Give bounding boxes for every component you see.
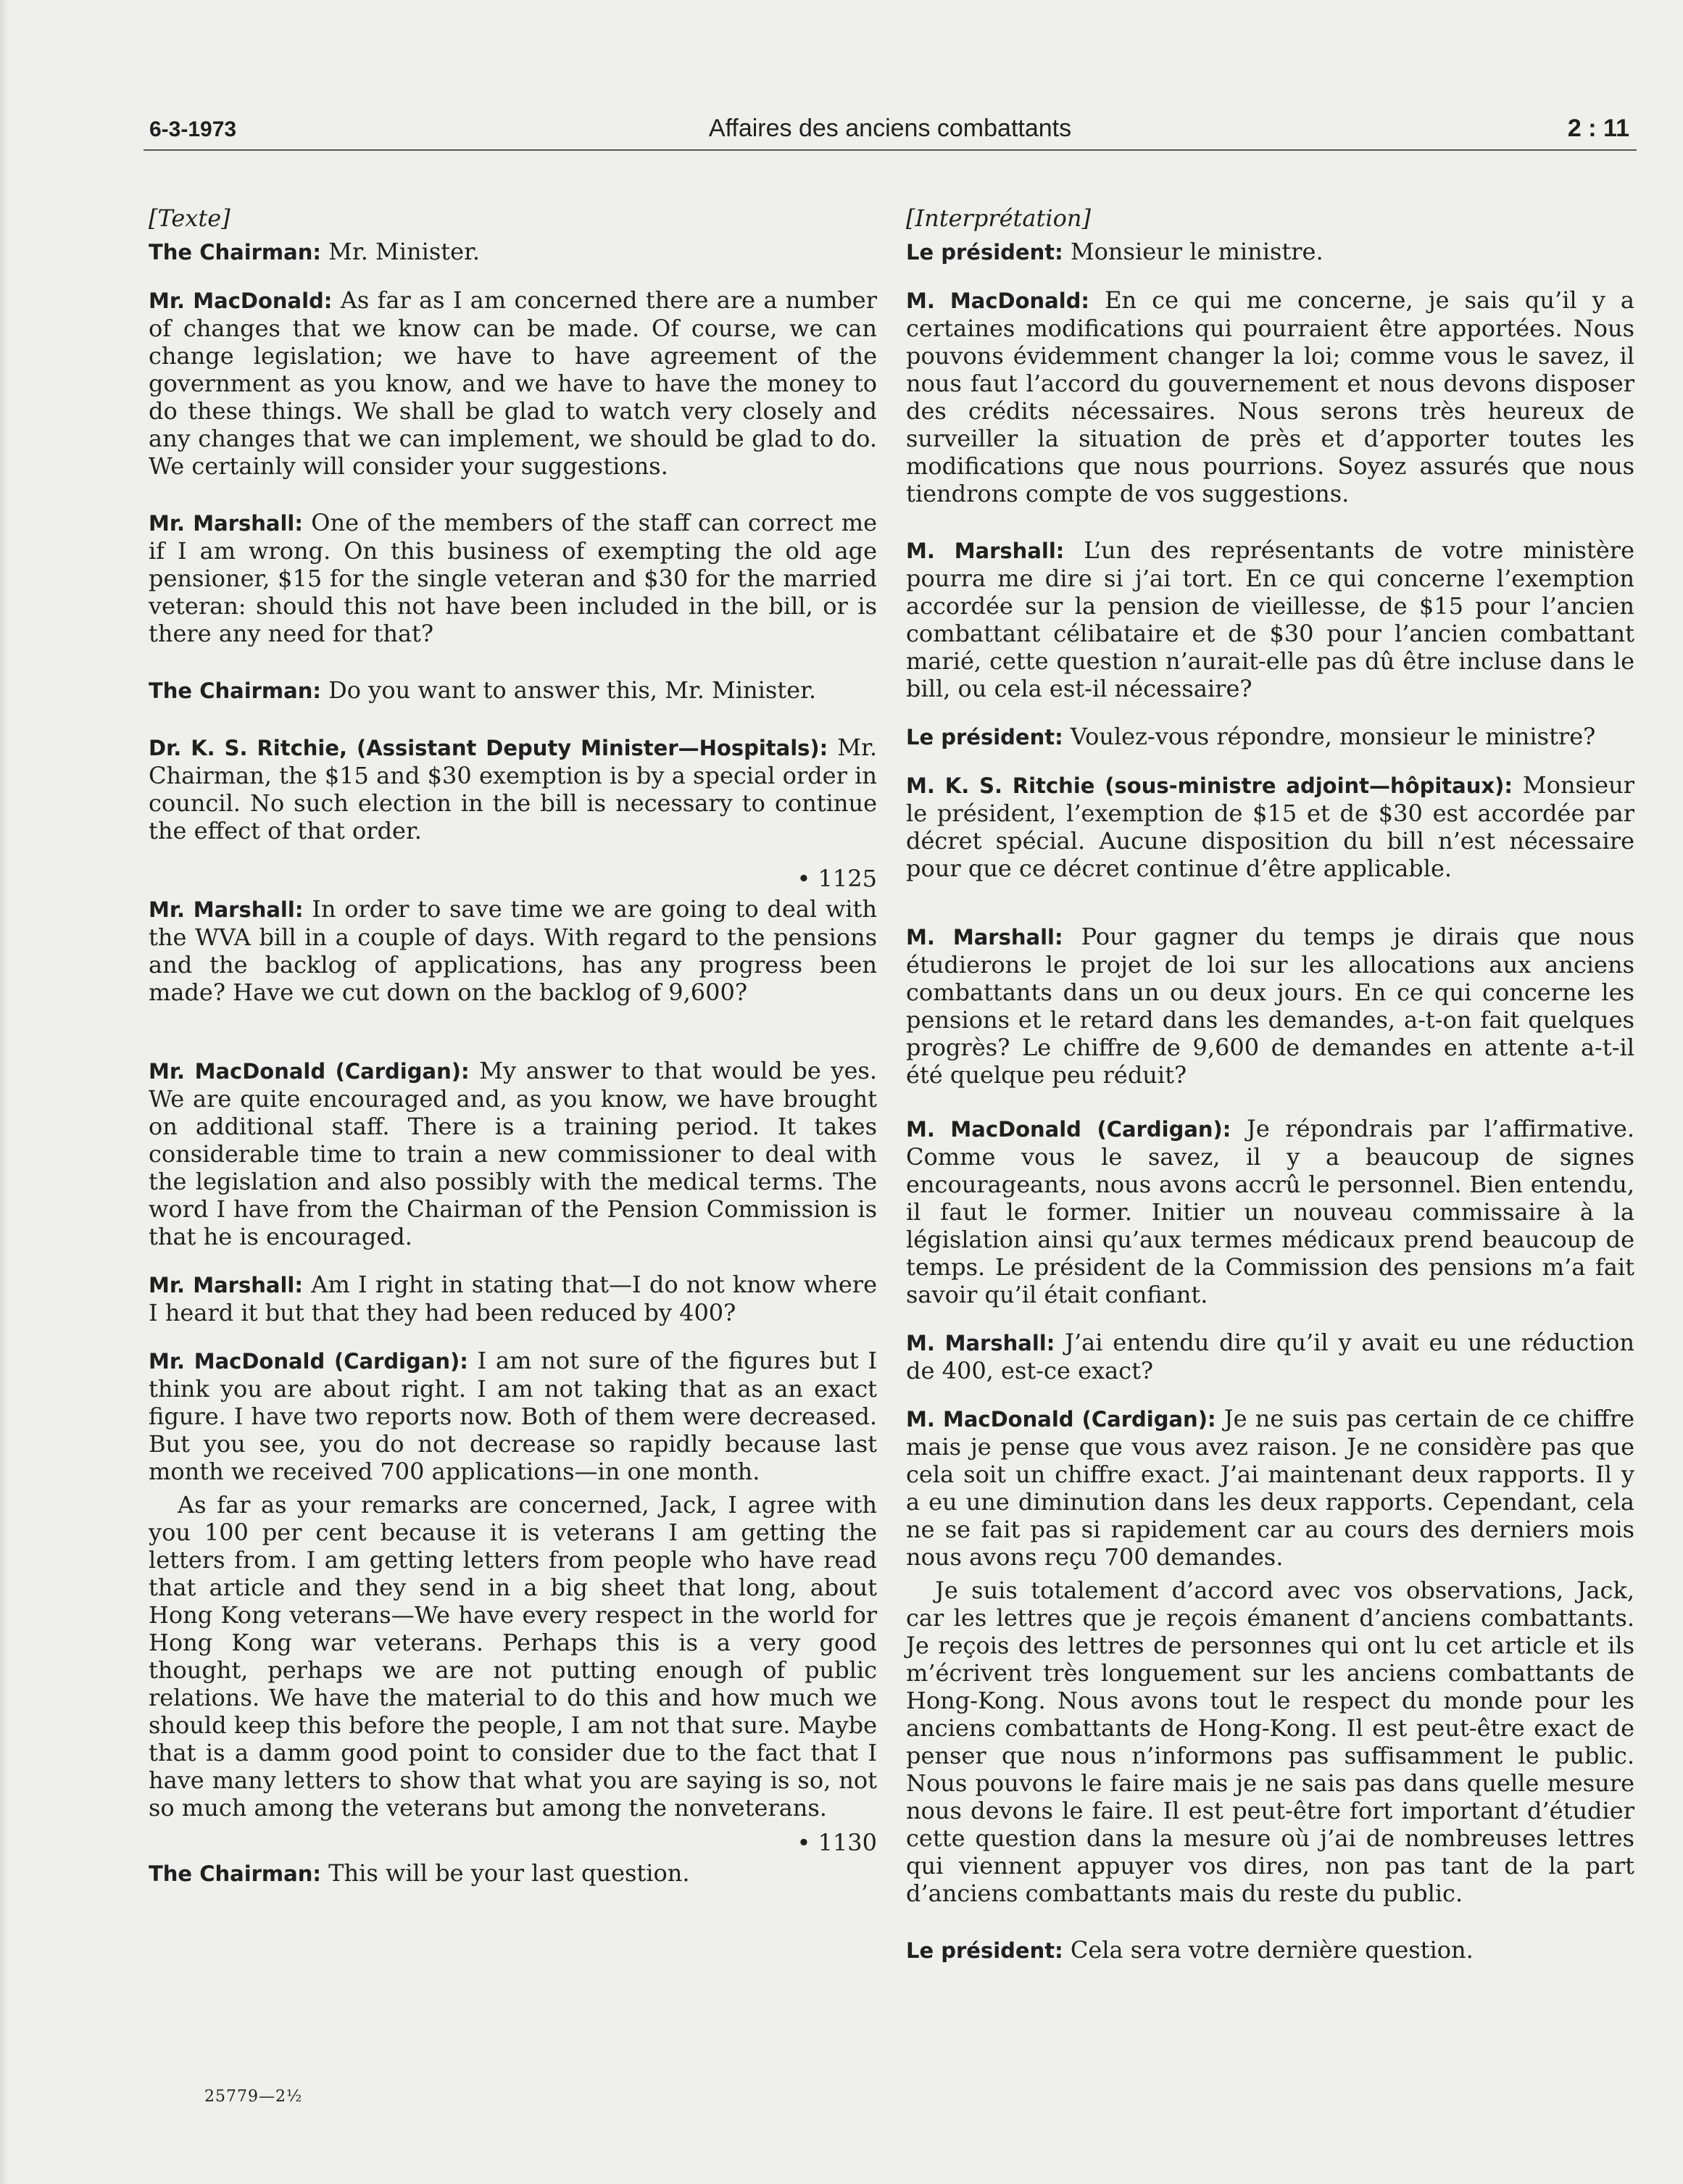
paragraph (906, 1936, 1634, 1964)
paragraph (906, 1329, 1634, 1384)
speech-text: L’un des représentants de votre ministère pourra me dire si j’ai tort. En ce qui concerne l’exemption accordée sur la pension de vieillesse, de $15 pour l’ancien combattant célibataire et de $30 pour l’ancien combattant marié, cette question n’aurait-elle pas dû être incluse dans le bill, ou cela est-il nécessaire? (906, 536, 1635, 702)
speaker-name: Mr. Marshall: (149, 511, 303, 536)
speaker-name: Le président: (906, 725, 1063, 750)
speaker-name: The Chairman: (149, 1861, 321, 1886)
speech-text: En ce qui me concerne, je sais qu’il y a certaines modifications qui pourraient être apportées. Nous pouvons évidemment changer la loi; comme vous le savez, il nous faut l’accord du gouvernement et nous devons disposer des crédits nécessaires. Nous serons très heureux de surveiller la situation de près et d’apporter toutes les modifications que nous pourrions. Soyez assurés que nous tiendrons compte de vos suggestions. (906, 286, 1635, 507)
speech-text: Do you want to answer this, Mr. Minister. (328, 676, 817, 704)
speech-text: Voulez-vous répondre, monsieur le ministre? (1070, 723, 1596, 750)
time-marker: • 1130 (797, 1829, 877, 1856)
speaker-name: Mr. MacDonald (Cardigan): (149, 1059, 470, 1084)
paragraph (149, 676, 877, 705)
paragraph (906, 923, 1634, 1089)
speaker-name: Dr. K. S. Ritchie, (Assistant Deputy Minister—Hospitals): (149, 736, 828, 760)
speech-text: My answer to that would be yes. We are quite encouraged and, as you know, we have brought on additional staff. There is a training period. It takes considerable time to train a new commissioner to deal with the legislation and also possibly with the medical terms. The word I have from the Chairman of the Pension Commission is that he is encouraged. (149, 1057, 878, 1250)
speech-text: In order to save time we are going to deal with the WVA bill in a couple of days. With regard to the pensions and the backlog of applications, has any progress been made? Have we cut down on the backlog of 9,600? (149, 895, 878, 1006)
paragraph (149, 1859, 877, 1888)
speaker-name: M. MacDonald (Cardigan): (906, 1117, 1231, 1142)
speech-text: Je ne suis pas certain de ce chiffre mais je pense que vous avez raison. Je ne considère pas que cela soit un chiffre exact. J’ai maintenant deux rapports. Il y a eu une diminution dans les deux rapports. Cependant, cela ne se fait pas si rapidement car au cours des derniers mois nous avons reçu 700 demandes. (906, 1405, 1634, 1571)
speaker-name: M. K. S. Ritchie (sous-ministre adjoint—hôpitaux): (906, 773, 1513, 798)
paragraph: Je suis totalement d’accord avec vos observations, Jack, car les lettres que je reçois émanent d’anciens combattants. Je reçois des lettres de personnes qui ont lu cet article et ils m’écrivent très longuement sur les anciens combattants de Hong-Kong. Nous avons tout le respect du monde pour les anciens combattants de Hong-Kong. Il est peut-être exact de penser que nous n’informons pas suffisamment le public. Nous pouvons le faire mais je ne sais pas dans quelle mesure nous devons le faire. Il est peut-être fort important d’étudier cette question dans la mesure où j’ai de nombreuses lettres qui viennent appuyer vos dires, non pas tant de la part d’anciens combattants mais du reste du public. (906, 1577, 1634, 1907)
speaker-name: M. Marshall: (906, 1331, 1055, 1355)
speaker-name: The Chairman: (149, 678, 321, 703)
speech-text: Pour gagner du temps je dirais que nous étudierons le projet de loi sur les allocations aux anciens combattants dans un ou deux jours. En ce qui concerne les pensions et le retard dans les demandes, a-t-on fait quelques progrès? Le chiffre de 9,600 de demandes en attente a-t-il été quelque peu réduit? (906, 923, 1635, 1089)
paragraph (149, 1271, 877, 1326)
footer-print-code: 25779—2½ (204, 2088, 303, 2106)
paragraph (149, 734, 877, 844)
paragraph (906, 1405, 1634, 1571)
paragraph (149, 1347, 877, 1485)
speech-text: This will be your last question. (328, 1859, 690, 1887)
speaker-name: M. Marshall: (906, 539, 1065, 563)
paragraph (149, 509, 877, 647)
paragraph (906, 723, 1634, 751)
speaker-name: Mr. Marshall: (149, 1273, 303, 1297)
speaker-name: Le président: (906, 1938, 1063, 1963)
paragraph (906, 286, 1634, 507)
paragraph (906, 536, 1634, 702)
speech-text: Mr. Minister. (328, 238, 481, 265)
header-date: 6-3-1973 (149, 117, 237, 141)
time-marker: • 1125 (797, 865, 877, 892)
speaker-name: The Chairman: (149, 240, 321, 265)
speech-text: As far as I am concerned there are a number of changes that we know can be made. Of course, we can change legislation; we have to have agreement of the government as you know, and we have to have the money to do these things. We shall be glad to watch very closely and any changes that we can implement, we should be glad to do. We certainly will consider your suggestions. (149, 286, 878, 480)
paragraph (149, 238, 877, 266)
speech-text: J’ai entendu dire qu’il y avait eu une réduction de 400, est-ce exact? (906, 1329, 1635, 1384)
speaker-name: M. MacDonald (Cardigan): (906, 1407, 1216, 1432)
scan-edge (0, 0, 9, 2184)
english-column (149, 204, 877, 1908)
speaker-name: Mr. MacDonald (Cardigan): (149, 1349, 468, 1374)
paragraph (149, 895, 877, 1006)
speaker-name: Mr. Marshall: (149, 897, 304, 922)
speech-text: Am I right in stating that—I do not know where I heard it but that they had been reduced by 400? (149, 1271, 878, 1326)
speech-text: Monsieur le président, l’exemption de $15 et de $30 est accordée par décret spécial. Aucune disposition du bill n’est nécessaire pour que ce décret continue d’être applicable. (906, 771, 1634, 882)
paragraph (906, 238, 1634, 266)
speech-text: One of the members of the staff can correct me if I am wrong. On this business of exempting the old age pensioner, $15 for the single veteran and $30 for the married veteran: should this not have been included in the bill, or is there any need for that? (149, 509, 878, 647)
header-page-number: 2 : 11 (1567, 115, 1629, 142)
speaker-name: Le président: (906, 240, 1063, 265)
speech-text: Mr. Chairman, the $15 and $30 exemption is by a special order in council. No such election in the bill is necessary to continue the effect of that order. (149, 734, 877, 844)
paragraph (906, 771, 1634, 882)
section-label: [Texte] (149, 204, 230, 232)
speaker-name: M. Marshall: (906, 925, 1063, 950)
french-column (906, 204, 1634, 1985)
section-label: [Interprétation] (906, 204, 1091, 232)
paragraph (906, 1115, 1634, 1308)
speaker-name: Mr. MacDonald: (149, 288, 333, 313)
paragraph: As far as your remarks are concerned, Jack, I agree with you 100 per cent because it is veterans I am getting the letters from. I am getting letters from people who have read that article and they send in a big sheet that long, about Hong Kong veterans—We have every respect in the world for Hong Kong war veterans. Perhaps this is a very good thought, perhaps we are not putting enough of public relations. We have the material to do this and how much we should keep this before the people, I am not that sure. Maybe that is a damm good point to consider due to the fact that I have many letters to show that what you are saying is so, not so much among the veterans but among the nonveterans. (149, 1491, 877, 1822)
header-title: Affaires des anciens combattants (708, 115, 1072, 142)
speech-text: Je répondrais par l’affirmative. Comme vous le savez, il y a beaucoup de signes encourageants, nous avons accrû le personnel. Bien entendu, il faut le former. Initier un nouveau commissaire à la législation ainsi qu’aux termes médicaux prend beaucoup de temps. Le président de la Commission des pensions m’a fait savoir qu’il était confiant. (906, 1115, 1635, 1308)
speaker-name: M. MacDonald: (906, 288, 1090, 313)
speech-text: Monsieur le ministre. (1070, 238, 1323, 265)
paragraph (149, 286, 877, 480)
speech-text: Cela sera votre dernière question. (1070, 1936, 1474, 1964)
paragraph (149, 1057, 877, 1250)
speech-text: I am not sure of the figures but I think you are about right. I am not taking that as an exact figure. I have two reports now. Both of them were decreased. But you see, you do not decrease so rapidly because last month we received 700 applications—in one month. (149, 1347, 877, 1485)
page-header (144, 109, 1637, 151)
